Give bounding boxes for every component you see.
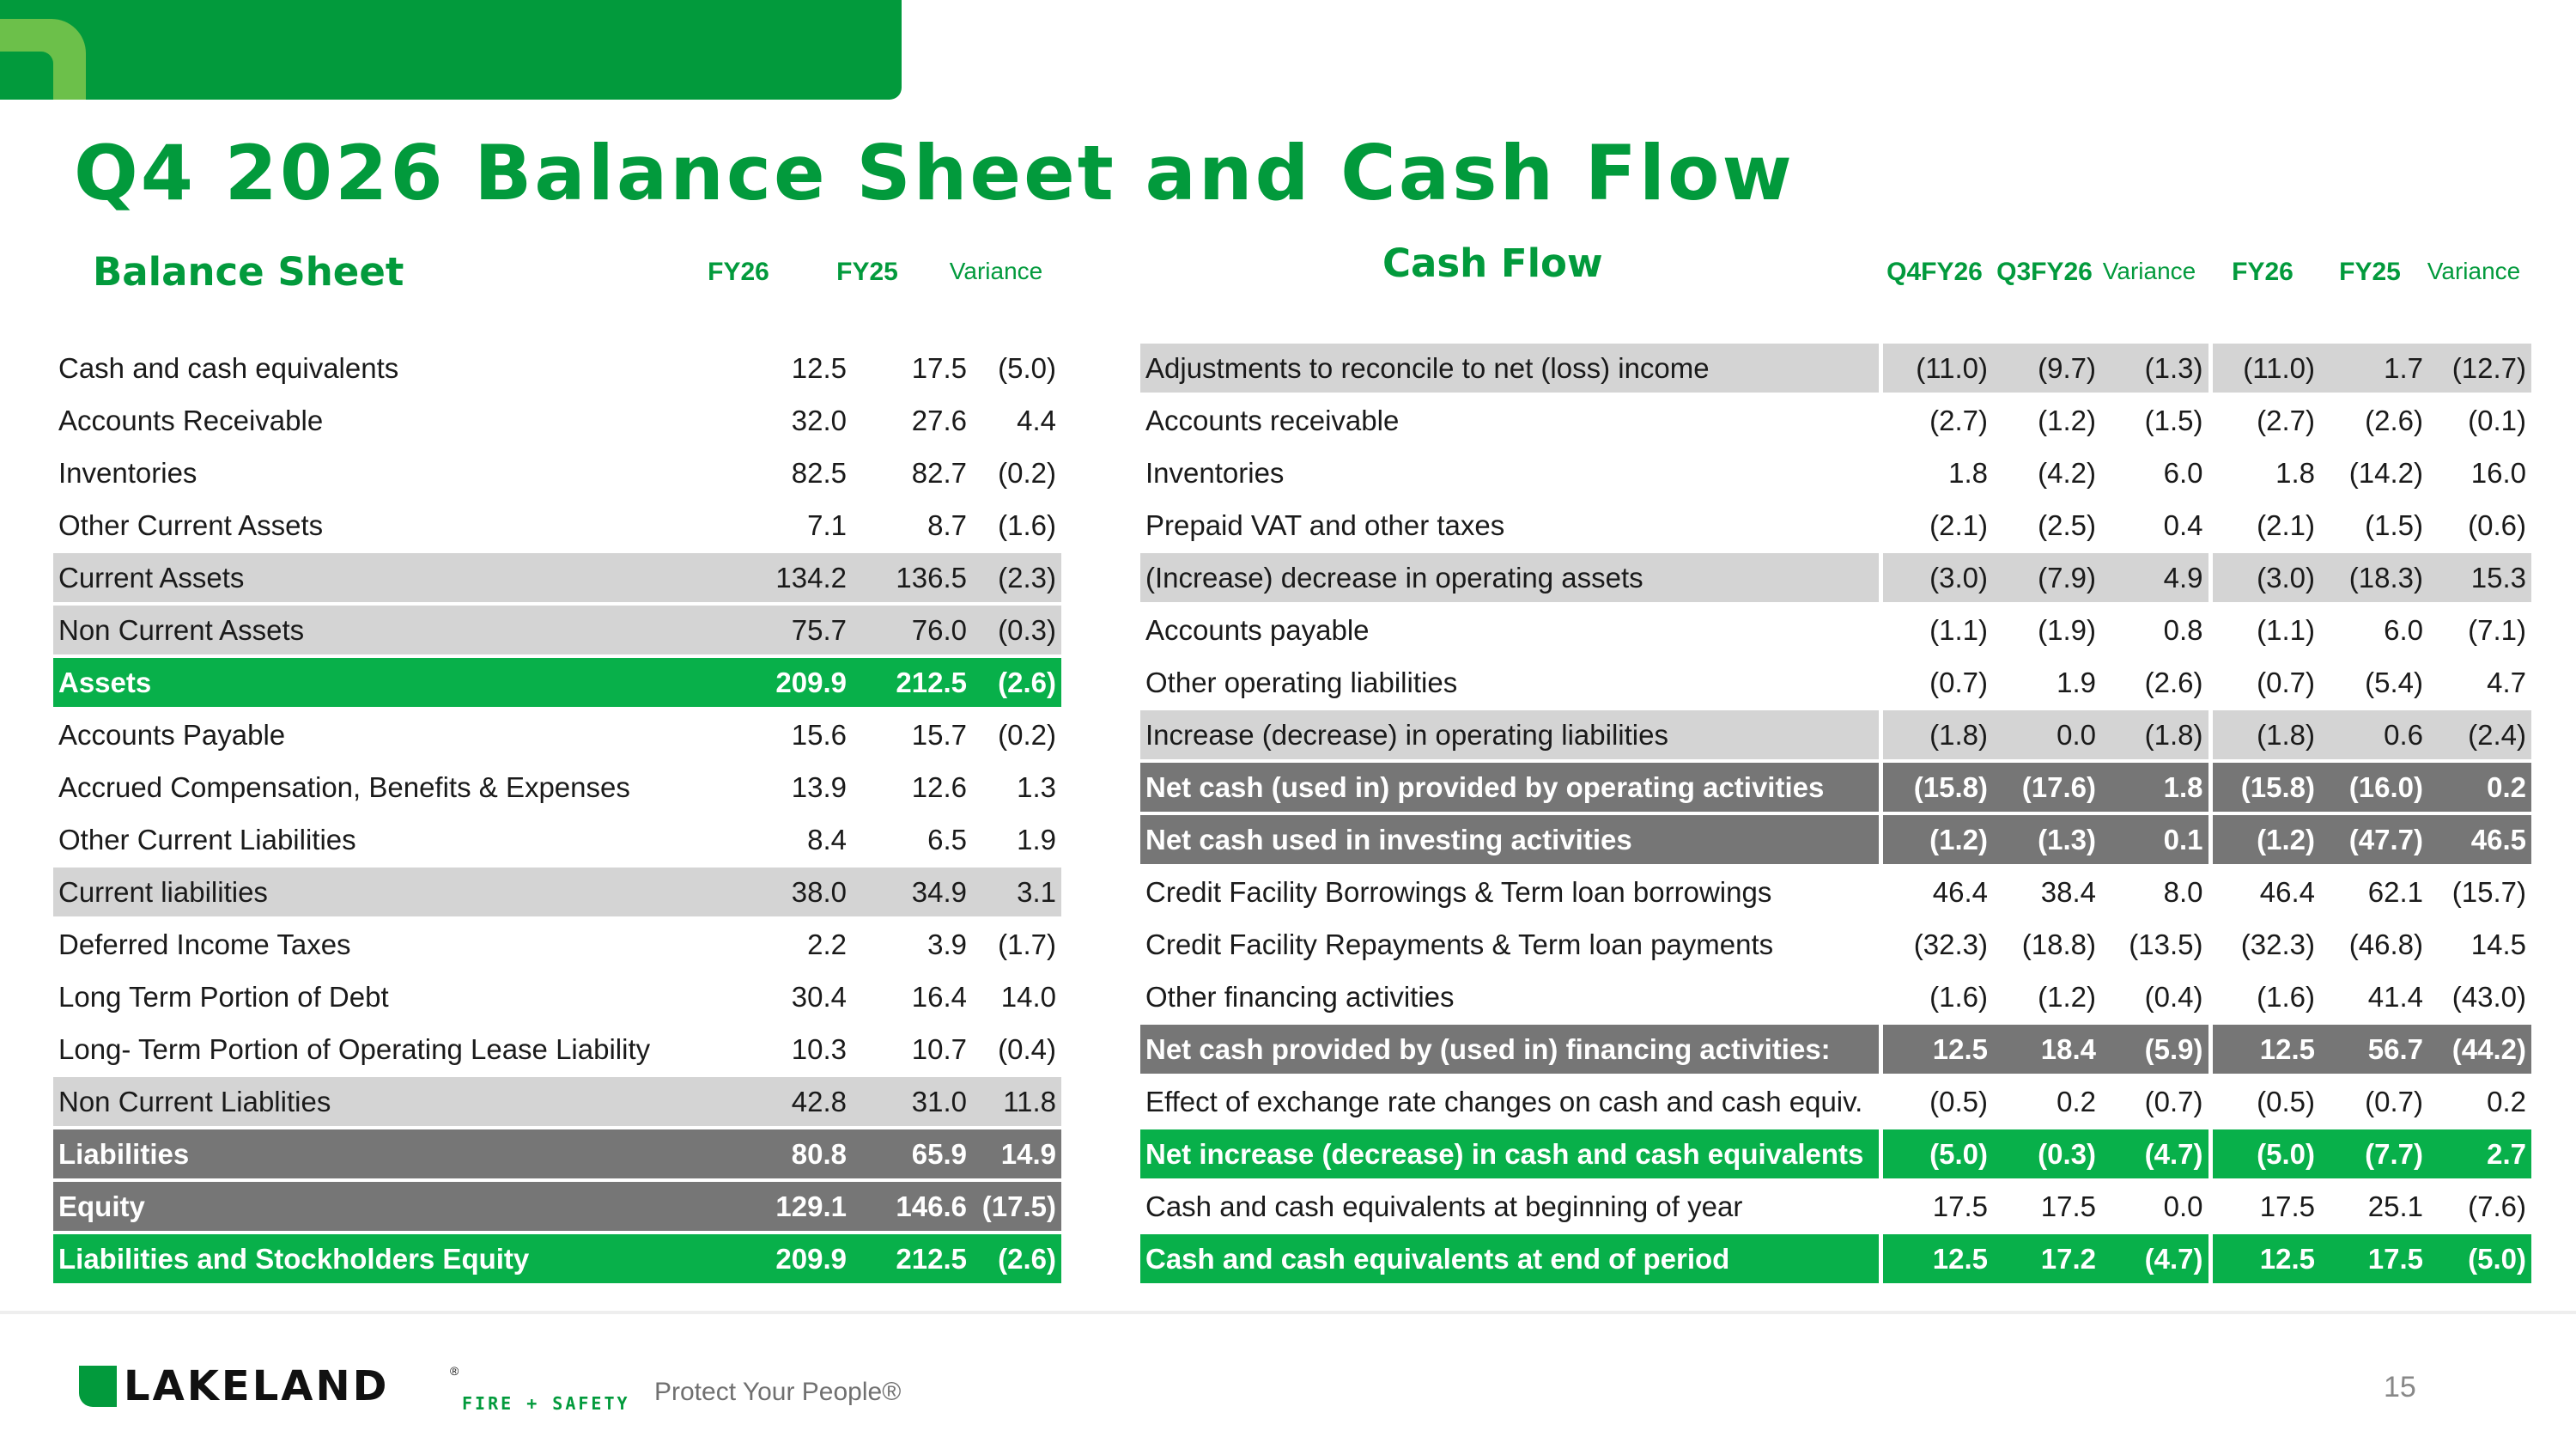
row-value: (1.3) <box>1993 813 2101 866</box>
row-value: (15.8) <box>1880 761 1993 813</box>
row-value: (1.2) <box>1880 813 1993 866</box>
row-label: Increase (decrease) in operating liabilities <box>1140 709 1880 761</box>
row-value: (2.3) <box>972 551 1061 604</box>
logo-mark-icon <box>79 1366 117 1407</box>
row-label: Current Assets <box>53 551 732 604</box>
row-label: (Increase) decrease in operating assets <box>1140 551 1880 604</box>
row-value: 1.9 <box>1993 656 2101 709</box>
row-value: 2.2 <box>732 918 852 971</box>
row-value: (1.8) <box>2210 709 2320 761</box>
row-value: (2.6) <box>972 1233 1061 1285</box>
row-label: Assets <box>53 656 732 709</box>
row-label: Deferred Income Taxes <box>53 918 732 971</box>
row-value: 15.3 <box>2428 551 2531 604</box>
row-value: 12.5 <box>1880 1023 1993 1075</box>
row-value: (2.6) <box>2101 656 2210 709</box>
row-value: 80.8 <box>732 1128 852 1180</box>
row-label: Equity <box>53 1180 732 1233</box>
row-label: Other Current Assets <box>53 499 732 551</box>
row-value: 6.5 <box>852 813 972 866</box>
row-value: 4.7 <box>2428 656 2531 709</box>
row-value: 14.9 <box>972 1128 1061 1180</box>
row-value: 8.7 <box>852 499 972 551</box>
row-value: 8.4 <box>732 813 852 866</box>
row-label: Cash and cash equivalents <box>53 344 732 394</box>
row-value: (2.6) <box>972 656 1061 709</box>
bs-row <box>53 918 1061 971</box>
row-value: 11.8 <box>972 1075 1061 1128</box>
row-label: Liabilities and Stockholders Equity <box>53 1233 732 1285</box>
row-value: (1.8) <box>2101 709 2210 761</box>
row-value: (2.5) <box>1993 499 2101 551</box>
row-value: (1.1) <box>1880 604 1993 656</box>
row-value: (1.5) <box>2101 394 2210 447</box>
bs-row <box>53 1023 1061 1075</box>
row-label: Long Term Portion of Debt <box>53 971 732 1023</box>
row-value: 17.5 <box>1880 1180 1993 1233</box>
row-value: 0.1 <box>2101 813 2210 866</box>
row-label: Prepaid VAT and other taxes <box>1140 499 1880 551</box>
row-value: 82.7 <box>852 447 972 499</box>
row-value: (11.0) <box>2210 344 2320 394</box>
row-label: Accounts receivable <box>1140 394 1880 447</box>
row-value: 46.5 <box>2428 813 2531 866</box>
row-value: (0.7) <box>2320 1075 2428 1128</box>
cf-row <box>1140 394 2531 447</box>
bs-row <box>53 1180 1061 1233</box>
row-value: (0.7) <box>1880 656 1993 709</box>
row-label: Inventories <box>53 447 732 499</box>
logo-wordmark: LAKELAND <box>124 1362 390 1410</box>
row-label: Net cash (used in) provided by operating activities <box>1140 761 1880 813</box>
bs-row <box>53 656 1061 709</box>
row-value: 17.5 <box>2320 1233 2428 1285</box>
cf-header-q3fy26: Q3FY26 <box>1996 258 2093 286</box>
page-number: 15 <box>2384 1371 2416 1403</box>
row-value: 0.2 <box>2428 1075 2531 1128</box>
row-value: 134.2 <box>732 551 852 604</box>
row-value: 46.4 <box>2210 866 2320 918</box>
bs-row <box>53 1233 1061 1285</box>
row-value: 17.5 <box>2210 1180 2320 1233</box>
cf-row <box>1140 344 2531 394</box>
row-value: (1.7) <box>972 918 1061 971</box>
row-value: 10.3 <box>732 1023 852 1075</box>
bs-row <box>53 394 1061 447</box>
row-value: (2.1) <box>1880 499 1993 551</box>
row-label: Accrued Compensation, Benefits & Expenses <box>53 761 732 813</box>
row-value: (5.0) <box>2428 1233 2531 1285</box>
row-value: (18.3) <box>2320 551 2428 604</box>
row-value: 209.9 <box>732 1233 852 1285</box>
row-value: 17.2 <box>1993 1233 2101 1285</box>
row-value: (2.7) <box>2210 394 2320 447</box>
row-value: 15.6 <box>732 709 852 761</box>
row-value: (0.5) <box>2210 1075 2320 1128</box>
row-value: 14.0 <box>972 971 1061 1023</box>
row-value: (12.7) <box>2428 344 2531 394</box>
row-label: Inventories <box>1140 447 1880 499</box>
row-value: (5.0) <box>2210 1128 2320 1180</box>
row-value: 0.0 <box>2101 1180 2210 1233</box>
cf-row <box>1140 656 2531 709</box>
row-value: 15.7 <box>852 709 972 761</box>
row-value: (0.1) <box>2428 394 2531 447</box>
cf-row <box>1140 813 2531 866</box>
bs-row <box>53 866 1061 918</box>
bs-header-fy26: FY26 <box>708 258 769 286</box>
row-value: 4.4 <box>972 394 1061 447</box>
row-value: (5.9) <box>2101 1023 2210 1075</box>
row-label: Net cash used in investing activities <box>1140 813 1880 866</box>
bs-row <box>53 551 1061 604</box>
row-value: (7.7) <box>2320 1128 2428 1180</box>
logo-registered-mark: ® <box>450 1364 459 1378</box>
bs-row <box>53 709 1061 761</box>
row-value: (1.8) <box>1880 709 1993 761</box>
row-value: 38.0 <box>732 866 852 918</box>
row-label: Net cash provided by (used in) financing activities: <box>1140 1023 1880 1075</box>
row-value: (1.6) <box>1880 971 1993 1023</box>
row-value: (0.2) <box>972 709 1061 761</box>
row-label: Other operating liabilities <box>1140 656 1880 709</box>
row-value: (18.8) <box>1993 918 2101 971</box>
cf-row <box>1140 866 2531 918</box>
bs-row <box>53 499 1061 551</box>
row-value: (2.1) <box>2210 499 2320 551</box>
row-value: 10.7 <box>852 1023 972 1075</box>
row-value: (0.2) <box>972 447 1061 499</box>
row-value: 1.3 <box>972 761 1061 813</box>
row-value: (16.0) <box>2320 761 2428 813</box>
cf-row <box>1140 1233 2531 1285</box>
row-value: (1.2) <box>1993 971 2101 1023</box>
row-value: (17.6) <box>1993 761 2101 813</box>
row-value: (32.3) <box>1880 918 1993 971</box>
row-label: Adjustments to reconcile to net (loss) income <box>1140 344 1880 394</box>
balance-sheet-title: Balance Sheet <box>93 249 404 295</box>
row-label: Other financing activities <box>1140 971 1880 1023</box>
balance-sheet-table <box>53 344 1061 1287</box>
cf-row <box>1140 1180 2531 1233</box>
cf-row <box>1140 971 2531 1023</box>
row-value: 16.0 <box>2428 447 2531 499</box>
row-value: (13.5) <box>2101 918 2210 971</box>
row-value: 13.9 <box>732 761 852 813</box>
row-value: 32.0 <box>732 394 852 447</box>
row-value: (4.7) <box>2101 1233 2210 1285</box>
row-value: (5.4) <box>2320 656 2428 709</box>
logo-subtitle: FIRE + SAFETY <box>462 1393 630 1414</box>
row-value: (0.3) <box>972 604 1061 656</box>
row-label: Accounts Payable <box>53 709 732 761</box>
row-value: 82.5 <box>732 447 852 499</box>
cf-row <box>1140 551 2531 604</box>
row-value: (4.7) <box>2101 1128 2210 1180</box>
bs-header-fy25: FY25 <box>836 258 898 286</box>
page-title: Q4 2026 Balance Sheet and Cash Flow <box>74 129 1795 217</box>
row-value: 0.0 <box>1993 709 2101 761</box>
row-value: (14.2) <box>2320 447 2428 499</box>
row-value: 62.1 <box>2320 866 2428 918</box>
row-value: 146.6 <box>852 1180 972 1233</box>
row-value: (11.0) <box>1880 344 1993 394</box>
row-value: (9.7) <box>1993 344 2101 394</box>
row-value: 14.5 <box>2428 918 2531 971</box>
row-label: Non Current Liablities <box>53 1075 732 1128</box>
row-value: 12.5 <box>1880 1233 1993 1285</box>
row-value: (32.3) <box>2210 918 2320 971</box>
cf-header-variance-fy: Variance <box>2427 258 2521 284</box>
row-value: 1.8 <box>2101 761 2210 813</box>
cf-row <box>1140 761 2531 813</box>
row-value: 12.6 <box>852 761 972 813</box>
row-value: (0.4) <box>2101 971 2210 1023</box>
row-value: 17.5 <box>852 344 972 394</box>
tagline: Protect Your People® <box>654 1378 902 1406</box>
row-value: 30.4 <box>732 971 852 1023</box>
row-value: (1.1) <box>2210 604 2320 656</box>
row-value: 16.4 <box>852 971 972 1023</box>
row-value: 0.4 <box>2101 499 2210 551</box>
bs-row <box>53 447 1061 499</box>
row-value: 0.2 <box>2428 761 2531 813</box>
bs-row <box>53 604 1061 656</box>
row-label: Liabilities <box>53 1128 732 1180</box>
row-value: 0.6 <box>2320 709 2428 761</box>
row-label: Credit Facility Repayments & Term loan payments <box>1140 918 1880 971</box>
cash-flow-table <box>1140 344 2531 1287</box>
row-value: 2.7 <box>2428 1128 2531 1180</box>
row-value: 209.9 <box>732 656 852 709</box>
bs-row <box>53 1075 1061 1128</box>
row-value: 8.0 <box>2101 866 2210 918</box>
row-value: (1.2) <box>1993 394 2101 447</box>
row-value: (1.3) <box>2101 344 2210 394</box>
row-value: (46.8) <box>2320 918 2428 971</box>
bs-row <box>53 1128 1061 1180</box>
row-value: (0.7) <box>2210 656 2320 709</box>
row-value: 6.0 <box>2320 604 2428 656</box>
row-value: 129.1 <box>732 1180 852 1233</box>
footer-divider <box>0 1311 2576 1314</box>
row-value: 46.4 <box>1880 866 1993 918</box>
row-label: Accounts Receivable <box>53 394 732 447</box>
row-value: 25.1 <box>2320 1180 2428 1233</box>
row-value: (2.6) <box>2320 394 2428 447</box>
bs-row <box>53 813 1061 866</box>
row-value: (4.2) <box>1993 447 2101 499</box>
row-value: (2.7) <box>1880 394 1993 447</box>
row-value: 12.5 <box>2210 1233 2320 1285</box>
row-value: 38.4 <box>1993 866 2101 918</box>
row-label: Cash and cash equivalents at end of period <box>1140 1233 1880 1285</box>
row-value: (1.5) <box>2320 499 2428 551</box>
row-value: 3.9 <box>852 918 972 971</box>
row-value: (15.7) <box>2428 866 2531 918</box>
brand-mark-icon <box>0 19 86 100</box>
row-value: (1.9) <box>1993 604 2101 656</box>
row-value: (7.9) <box>1993 551 2101 604</box>
row-value: 31.0 <box>852 1075 972 1128</box>
row-value: (15.8) <box>2210 761 2320 813</box>
cf-row <box>1140 1023 2531 1075</box>
row-value: (1.6) <box>972 499 1061 551</box>
row-value: 136.5 <box>852 551 972 604</box>
row-value: 1.9 <box>972 813 1061 866</box>
row-value: (0.3) <box>1993 1128 2101 1180</box>
row-label: Other Current Liabilities <box>53 813 732 866</box>
row-value: 76.0 <box>852 604 972 656</box>
row-label: Credit Facility Borrowings & Term loan borrowings <box>1140 866 1880 918</box>
bs-row <box>53 761 1061 813</box>
cf-row <box>1140 1128 2531 1180</box>
row-value: 3.1 <box>972 866 1061 918</box>
row-value: (47.7) <box>2320 813 2428 866</box>
cf-header-fy26: FY26 <box>2232 258 2293 286</box>
row-value: (7.1) <box>2428 604 2531 656</box>
row-value: 65.9 <box>852 1128 972 1180</box>
row-value: (1.2) <box>2210 813 2320 866</box>
row-value: (43.0) <box>2428 971 2531 1023</box>
row-value: (2.4) <box>2428 709 2531 761</box>
row-value: (0.7) <box>2101 1075 2210 1128</box>
cf-row <box>1140 604 2531 656</box>
row-label: Non Current Assets <box>53 604 732 656</box>
row-label: Accounts payable <box>1140 604 1880 656</box>
row-value: 0.8 <box>2101 604 2210 656</box>
row-label: Net increase (decrease) in cash and cash equivalents <box>1140 1128 1880 1180</box>
row-value: 27.6 <box>852 394 972 447</box>
row-value: 12.5 <box>2210 1023 2320 1075</box>
row-value: 212.5 <box>852 1233 972 1285</box>
row-value: (0.4) <box>972 1023 1061 1075</box>
row-value: 1.7 <box>2320 344 2428 394</box>
row-value: 17.5 <box>1993 1180 2101 1233</box>
row-value: 1.8 <box>1880 447 1993 499</box>
row-value: 34.9 <box>852 866 972 918</box>
row-value: 212.5 <box>852 656 972 709</box>
row-value: (0.5) <box>1880 1075 1993 1128</box>
cf-row <box>1140 1075 2531 1128</box>
cf-header-fy25: FY25 <box>2339 258 2401 286</box>
row-value: 4.9 <box>2101 551 2210 604</box>
bs-header-variance: Variance <box>949 258 1043 284</box>
row-value: 7.1 <box>732 499 852 551</box>
cash-flow-title: Cash Flow <box>1382 240 1603 286</box>
row-value: 18.4 <box>1993 1023 2101 1075</box>
row-label: Current liabilities <box>53 866 732 918</box>
row-value: (44.2) <box>2428 1023 2531 1075</box>
row-value: 6.0 <box>2101 447 2210 499</box>
header-bar <box>0 0 902 100</box>
row-value: (5.0) <box>1880 1128 1993 1180</box>
row-value: 56.7 <box>2320 1023 2428 1075</box>
row-value: 1.8 <box>2210 447 2320 499</box>
row-value: (7.6) <box>2428 1180 2531 1233</box>
row-label: Effect of exchange rate changes on cash and cash equiv. <box>1140 1075 1880 1128</box>
cf-row <box>1140 499 2531 551</box>
row-value: 0.2 <box>1993 1075 2101 1128</box>
bs-row <box>53 344 1061 394</box>
row-label: Cash and cash equivalents at beginning of year <box>1140 1180 1880 1233</box>
row-value: (0.6) <box>2428 499 2531 551</box>
row-value: 42.8 <box>732 1075 852 1128</box>
row-value: 41.4 <box>2320 971 2428 1023</box>
cf-header-q4fy26: Q4FY26 <box>1886 258 1983 286</box>
row-value: (17.5) <box>972 1180 1061 1233</box>
row-label: Long- Term Portion of Operating Lease Liability <box>53 1023 732 1075</box>
row-value: (1.6) <box>2210 971 2320 1023</box>
cf-row <box>1140 447 2531 499</box>
cf-header-variance: Variance <box>2102 258 2196 284</box>
cf-row <box>1140 709 2531 761</box>
row-value: 75.7 <box>732 604 852 656</box>
row-value: (3.0) <box>2210 551 2320 604</box>
row-value: 12.5 <box>732 344 852 394</box>
row-value: (3.0) <box>1880 551 1993 604</box>
bs-row <box>53 971 1061 1023</box>
row-value: (5.0) <box>972 344 1061 394</box>
cf-row <box>1140 918 2531 971</box>
